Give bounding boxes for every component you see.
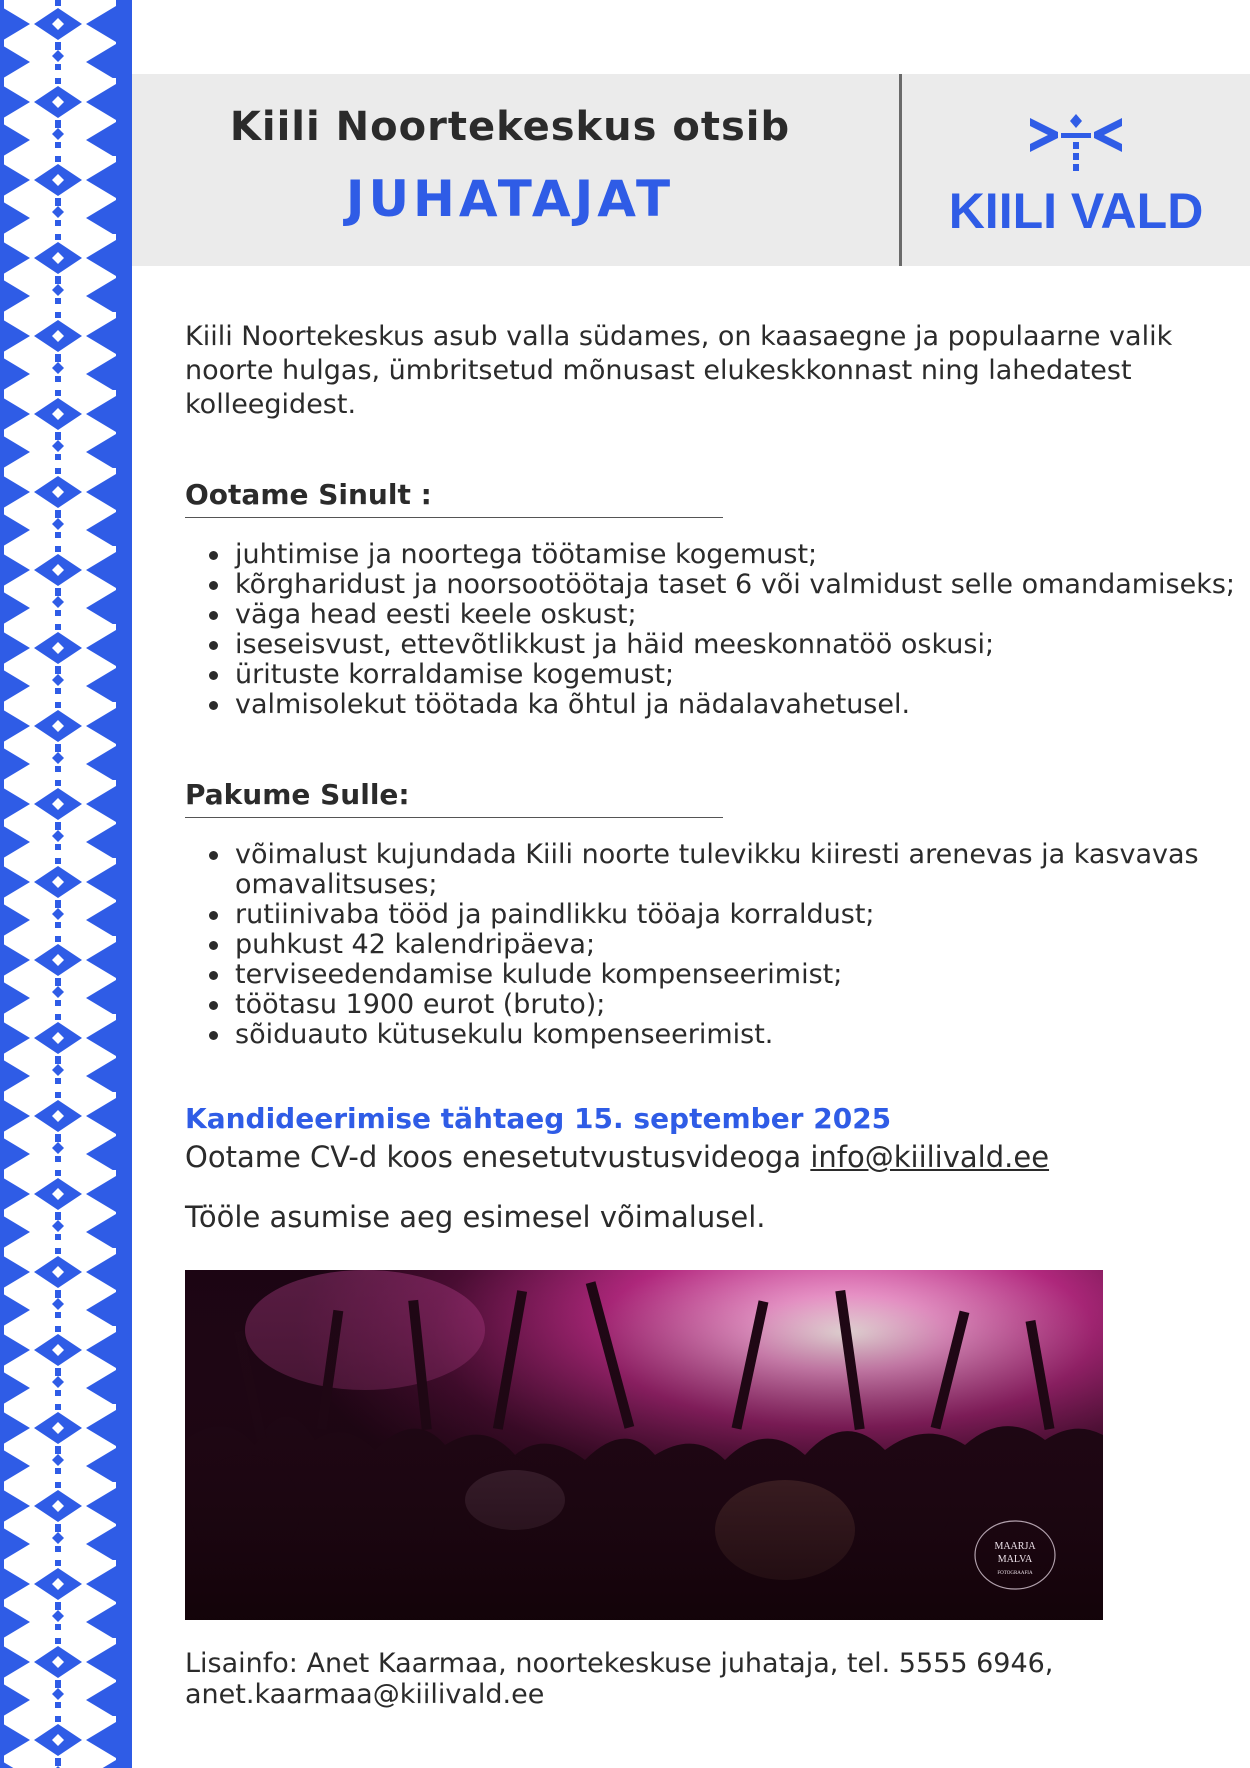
list-item: puhkust 42 kalendripäeva; <box>235 930 1245 960</box>
application-text: Ootame CV-d koos enesetutvustusvideoga <box>185 1140 811 1174</box>
list-item: juhtimise ja noortega töötamise kogemust; <box>235 540 1245 570</box>
job-title: JUHATAJAT <box>345 170 675 228</box>
concert-crowd-photo <box>185 1270 1103 1620</box>
application-instructions <box>185 1140 1225 1174</box>
application-deadline: Kandideerimise tähtaeg 15. september 2025 <box>185 1102 892 1135</box>
list-item: valmisolekut töötada ka õhtul ja nädalavahetusel. <box>235 690 1245 720</box>
list-item: rutiinivaba tööd ja paindlikku tööaja korraldust; <box>235 900 1245 930</box>
watermark-name-1: MAARJA <box>994 1541 1036 1552</box>
list-item: ürituste korraldamise kogemust; <box>235 660 1245 690</box>
list-item: iseseisvust, ettevõtlikkust ja häid meeskonnatöö oskusi; <box>235 630 1245 660</box>
list-item: terviseedendamise kulude kompenseerimist; <box>235 960 1245 990</box>
list-item: sõiduauto kütusekulu kompenseerimist. <box>235 1020 1245 1050</box>
start-date-note: Tööle asumise aeg esimesel võimalusel. <box>185 1200 766 1234</box>
kiili-vald-logo: KIILI VALD <box>948 183 1204 239</box>
offer-list <box>185 840 1245 1050</box>
requirements-heading: Ootame Sinult : <box>185 478 723 518</box>
email-link[interactable]: info@kiilivald.ee <box>810 1140 1050 1174</box>
list-item: töötasu 1900 eurot (bruto); <box>235 990 1245 1020</box>
contact-email[interactable]: anet.kaarmaa@kiilivald.ee <box>185 1679 545 1710</box>
list-item: kõrgharidust ja noorsootöötaja taset 6 või valmidust selle omandamiseks; <box>235 570 1245 600</box>
contact-line: Lisainfo: Anet Kaarmaa, noortekeskuse juhataja, tel. 5555 6946, <box>185 1648 1054 1679</box>
kiili-emblem-icon <box>1028 112 1124 178</box>
watermark-name-2: MALVA <box>997 1554 1033 1565</box>
contact-info <box>185 1648 1225 1710</box>
list-item: võimalust kujundada Kiili noorte tulevikku kiiresti arenevas ja kasvavas omavalitsuses; <box>235 840 1245 900</box>
watermark-tag: FOTOGRAAFIA <box>997 1571 1033 1576</box>
header-title: Kiili Noortekeskus otsib <box>229 104 791 150</box>
list-item: väga head eesti keele oskust; <box>235 600 1245 630</box>
folk-pattern-border <box>0 0 132 1768</box>
requirements-list <box>185 540 1245 720</box>
offer-heading: Pakume Sulle: <box>185 778 723 818</box>
intro-paragraph: Kiili Noortekeskus asub valla südames, on kaasaegne ja populaarne valik noorte hulgas, ümbritsetud mõnusast elukeskkonnast ning lahedatest kolleegidest. <box>185 321 1173 420</box>
